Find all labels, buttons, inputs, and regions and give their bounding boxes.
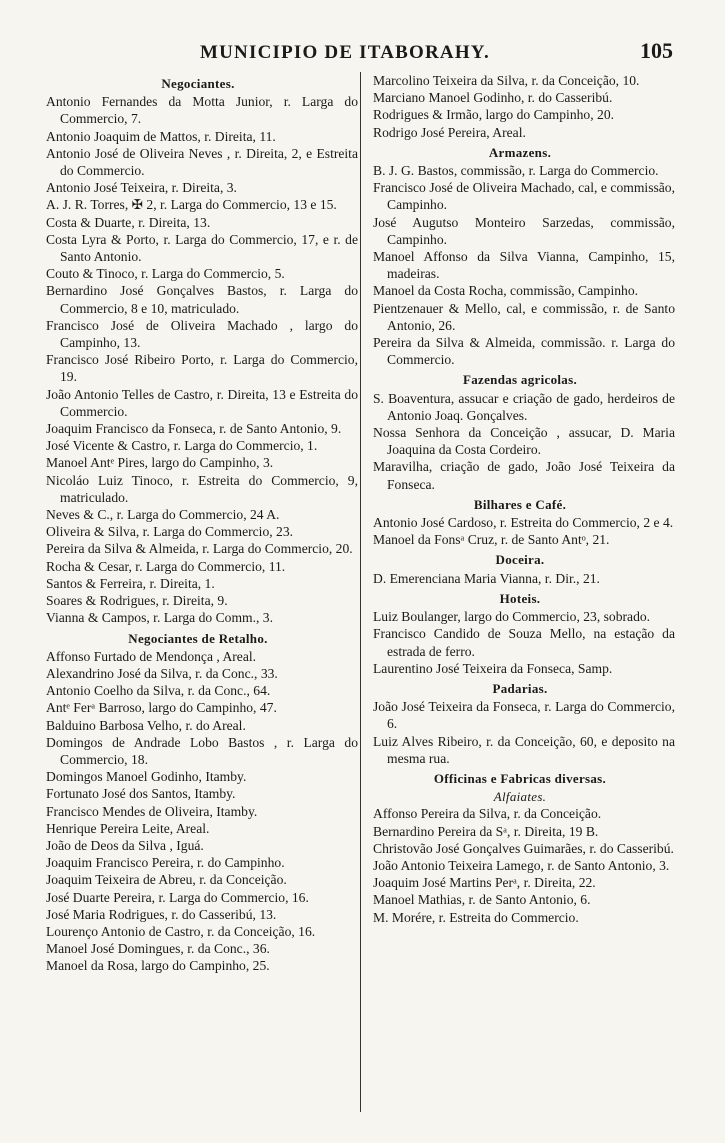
list-item: João Antonio Telles de Castro, r. Direita, 13 e Estreita do Commercio. [46, 386, 358, 419]
list-item: Manoel Mathias, r. de Santo Antonio, 6. [373, 892, 591, 908]
list-item: A. J. R. Torres, ✠ 2, r. Larga do Commercio, 13 e 15. [46, 197, 337, 213]
list-item: José Duarte Pereira, r. Larga do Commercio, 16. [46, 889, 309, 905]
list-item: Christovão José Gonçalves Guimarães, r. do Casseribú. [373, 840, 674, 856]
list-item: Neves & C., r. Larga do Commercio, 24 A. [46, 507, 280, 523]
list-doceira [365, 570, 675, 587]
list-item: Rocha & Cesar, r. Larga do Commercio, 11. [46, 558, 286, 574]
list-item: Francisco José de Oliveira Machado , largo do Campinho, 13. [46, 317, 358, 351]
list-item: Marcolino Teixeira da Silva, r. da Conceição, 10. [373, 73, 640, 88]
list-item: Maravilha, criação de gado, João José Teixeira da Fonseca. [373, 459, 675, 492]
list-item: Lourenço Antonio de Castro, r. da Conceição, 16. [46, 923, 316, 939]
list-item: Bernardino Pereira da Sᵃ, r. Direita, 19 B. [373, 823, 599, 839]
list-item: Affonso Pereira da Silva, r. da Conceição. [373, 806, 602, 822]
list-alfaiates [365, 805, 675, 925]
list-item: Antonio Joaquim de Mattos, r. Direita, 11. [46, 128, 276, 144]
list-item: Joaquim José Martins Perᵃ, r. Direita, 22. [373, 875, 596, 891]
list-item: Laurentino José Teixeira da Fonseca, Samp. [373, 660, 613, 676]
list-item: B. J. G. Bastos, commissão, r. Larga do Commercio. [373, 163, 659, 179]
list-item: Nossa Senhora da Conceição , assucar, D. Maria Joaquina da Costa Cordeiro. [373, 425, 675, 458]
list-item: Costa & Duarte, r. Direita, 13. [46, 214, 211, 230]
list-item: Vianna & Campos, r. Larga do Comm., 3. [46, 610, 273, 626]
page-number: 105 [640, 38, 673, 63]
subsection-heading: Alfaiates. [493, 789, 547, 805]
section-heading: Negociantes de Retalho. [128, 630, 268, 646]
list-bilhares [365, 514, 675, 548]
list-item: Rodrigues & Irmão, largo do Campinho, 20. [373, 107, 615, 123]
left-column [38, 72, 358, 975]
list-item: Antᵉ Ferᵃ Barroso, largo do Campinho, 47. [46, 700, 277, 716]
list-item: José Augutso Monteiro Sarzedas, commissão, Campinho. [373, 214, 675, 247]
list-item: Oliveira & Silva, r. Larga do Commercio, 23. [46, 524, 294, 540]
list-negociantes [38, 93, 358, 626]
list-item: Francisco José Ribeiro Porto, r. Larga do Commercio, 19. [46, 352, 358, 385]
list-item: Santos & Ferreira, r. Direita, 1. [46, 575, 215, 591]
right-column [365, 72, 675, 926]
page-title: MUNICIPIO DE ITABORAHY. [200, 42, 490, 63]
list-item: Rodrigo José Pereira, Areal. [373, 124, 526, 140]
list-item: Antonio Coelho da Silva, r. da Conc., 64. [46, 683, 271, 699]
list-item: Nicoláo Luiz Tinoco, r. Estreita do Commercio, 9, matriculado. [46, 472, 358, 505]
list-item: Manoel Affonso da Silva Vianna, Campinho, 15, madeiras. [373, 249, 675, 282]
list-item: Pereira da Silva & Almeida, commissão. r. Larga do Commercio. [373, 335, 675, 368]
list-item: João José Teixeira da Fonseca, r. Larga do Commercio, 6. [373, 699, 675, 732]
list-item: Manoel Antᵉ Pires, largo do Campinho, 3. [46, 455, 274, 471]
list-item: José Vicente & Castro, r. Larga do Commercio, 1. [46, 438, 318, 454]
list-item: Marciano Manoel Godinho, r. do Casseribú. [373, 90, 613, 106]
list-item: Francisco Mendes de Oliveira, Itamby. [46, 803, 258, 819]
list-item: Alexandrino José da Silva, r. da Conc., 33. [46, 665, 278, 681]
list-item: Joaquim Teixeira de Abreu, r. da Conceição. [46, 872, 287, 888]
list-item: Balduino Barbosa Velho, r. do Areal. [46, 717, 246, 733]
list-item: Francisco Candido de Souza Mello, na estação da estrada de ferro. [373, 626, 675, 659]
list-item: Domingos Manoel Godinho, Itamby. [46, 769, 247, 785]
list-item: Soares & Rodrigues, r. Direita, 9. [46, 593, 228, 609]
list-item: João de Deos da Silva , Iguá. [46, 837, 204, 853]
list-continued [365, 72, 675, 141]
list-item: Manoel José Domingues, r. da Conc., 36. [46, 941, 270, 957]
list-item: Pereira da Silva & Almeida, r. Larga do Commercio, 20. [46, 541, 353, 557]
list-item: Manoel da Rosa, largo do Campinho, 25. [46, 958, 270, 974]
section-heading: Padarias. [492, 680, 548, 696]
list-hoteis [365, 608, 675, 677]
section-heading: Bilhares e Café. [473, 496, 567, 512]
list-item: Joaquim Francisco da Fonseca, r. de Santo Antonio, 9. [46, 421, 342, 437]
list-item: Bernardino José Gonçalves Bastos, r. Larga do Commercio, 8 e 10, matriculado. [46, 283, 358, 316]
column-divider [360, 72, 361, 1112]
section-heading: Officinas e Fabricas diversas. [433, 770, 607, 786]
list-item: Couto & Tinoco, r. Larga do Commercio, 5. [46, 266, 285, 282]
section-heading: Doceira. [495, 552, 545, 568]
list-item: Costa Lyra & Porto, r. Larga do Commercio, 17, e r. de Santo Antonio. [46, 231, 358, 265]
list-item: Antonio Fernandes da Motta Junior, r. Larga do Commercio, 7. [46, 94, 358, 127]
section-heading: Hoteis. [499, 590, 541, 606]
list-item: Francisco José de Oliveira Machado, cal, e commissão, Campinho. [373, 180, 675, 213]
list-item: Pientzenauer & Mello, cal, e commissão, r. de Santo Antonio, 26. [373, 300, 675, 333]
list-item: Fortunato José dos Santos, Itamby. [46, 786, 236, 802]
list-item: S. Boaventura, assucar e criação de gado, herdeiros de Antonio Joaq. Gonçalves. [373, 390, 675, 423]
section-heading: Armazens. [488, 144, 552, 160]
section-heading: Fazendas agricolas. [462, 372, 578, 388]
list-item: Henrique Pereira Leite, Areal. [46, 820, 210, 836]
list-item: Antonio José de Oliveira Neves , r. Direita, 2, e Estreita do Commercio. [46, 145, 358, 179]
list-item: Joaquim Francisco Pereira, r. do Campinho. [46, 855, 285, 871]
list-padarias [365, 698, 675, 767]
list-item: Antonio José Teixeira, r. Direita, 3. [46, 180, 237, 196]
list-item: Antonio José Cardoso, r. Estreita do Commercio, 2 e 4. [373, 515, 674, 531]
list-item: Domingos de Andrade Lobo Bastos , r. Larga do Commercio, 18. [46, 734, 358, 767]
section-heading: Negociantes. [161, 76, 235, 91]
list-negociantes-retalho [38, 648, 358, 975]
list-item: Affonso Furtado de Mendonça , Areal. [46, 648, 257, 664]
list-item: Luiz Boulanger, largo do Commercio, 23, sobrado. [373, 609, 651, 625]
list-item: Manoel da Fonsᵃ Cruz, r. de Santo Antᵒ, 21. [373, 532, 610, 548]
list-fazendas [365, 390, 675, 493]
list-item: D. Emerenciana Maria Vianna, r. Dir., 21. [373, 570, 600, 586]
list-item: Luiz Alves Ribeiro, r. da Conceição, 60, e deposito na mesma rua. [373, 733, 675, 766]
page-header [0, 38, 725, 70]
list-item: José Maria Rodrigues, r. do Casseribú, 13. [46, 906, 277, 922]
list-item: Manoel da Costa Rocha, commissão, Campinho. [373, 283, 639, 299]
list-armazens [365, 162, 675, 368]
list-item: João Antonio Teixeira Lamego, r. de Santo Antonio, 3. [373, 857, 670, 873]
list-item: M. Morére, r. Estreita do Commercio. [373, 909, 579, 925]
